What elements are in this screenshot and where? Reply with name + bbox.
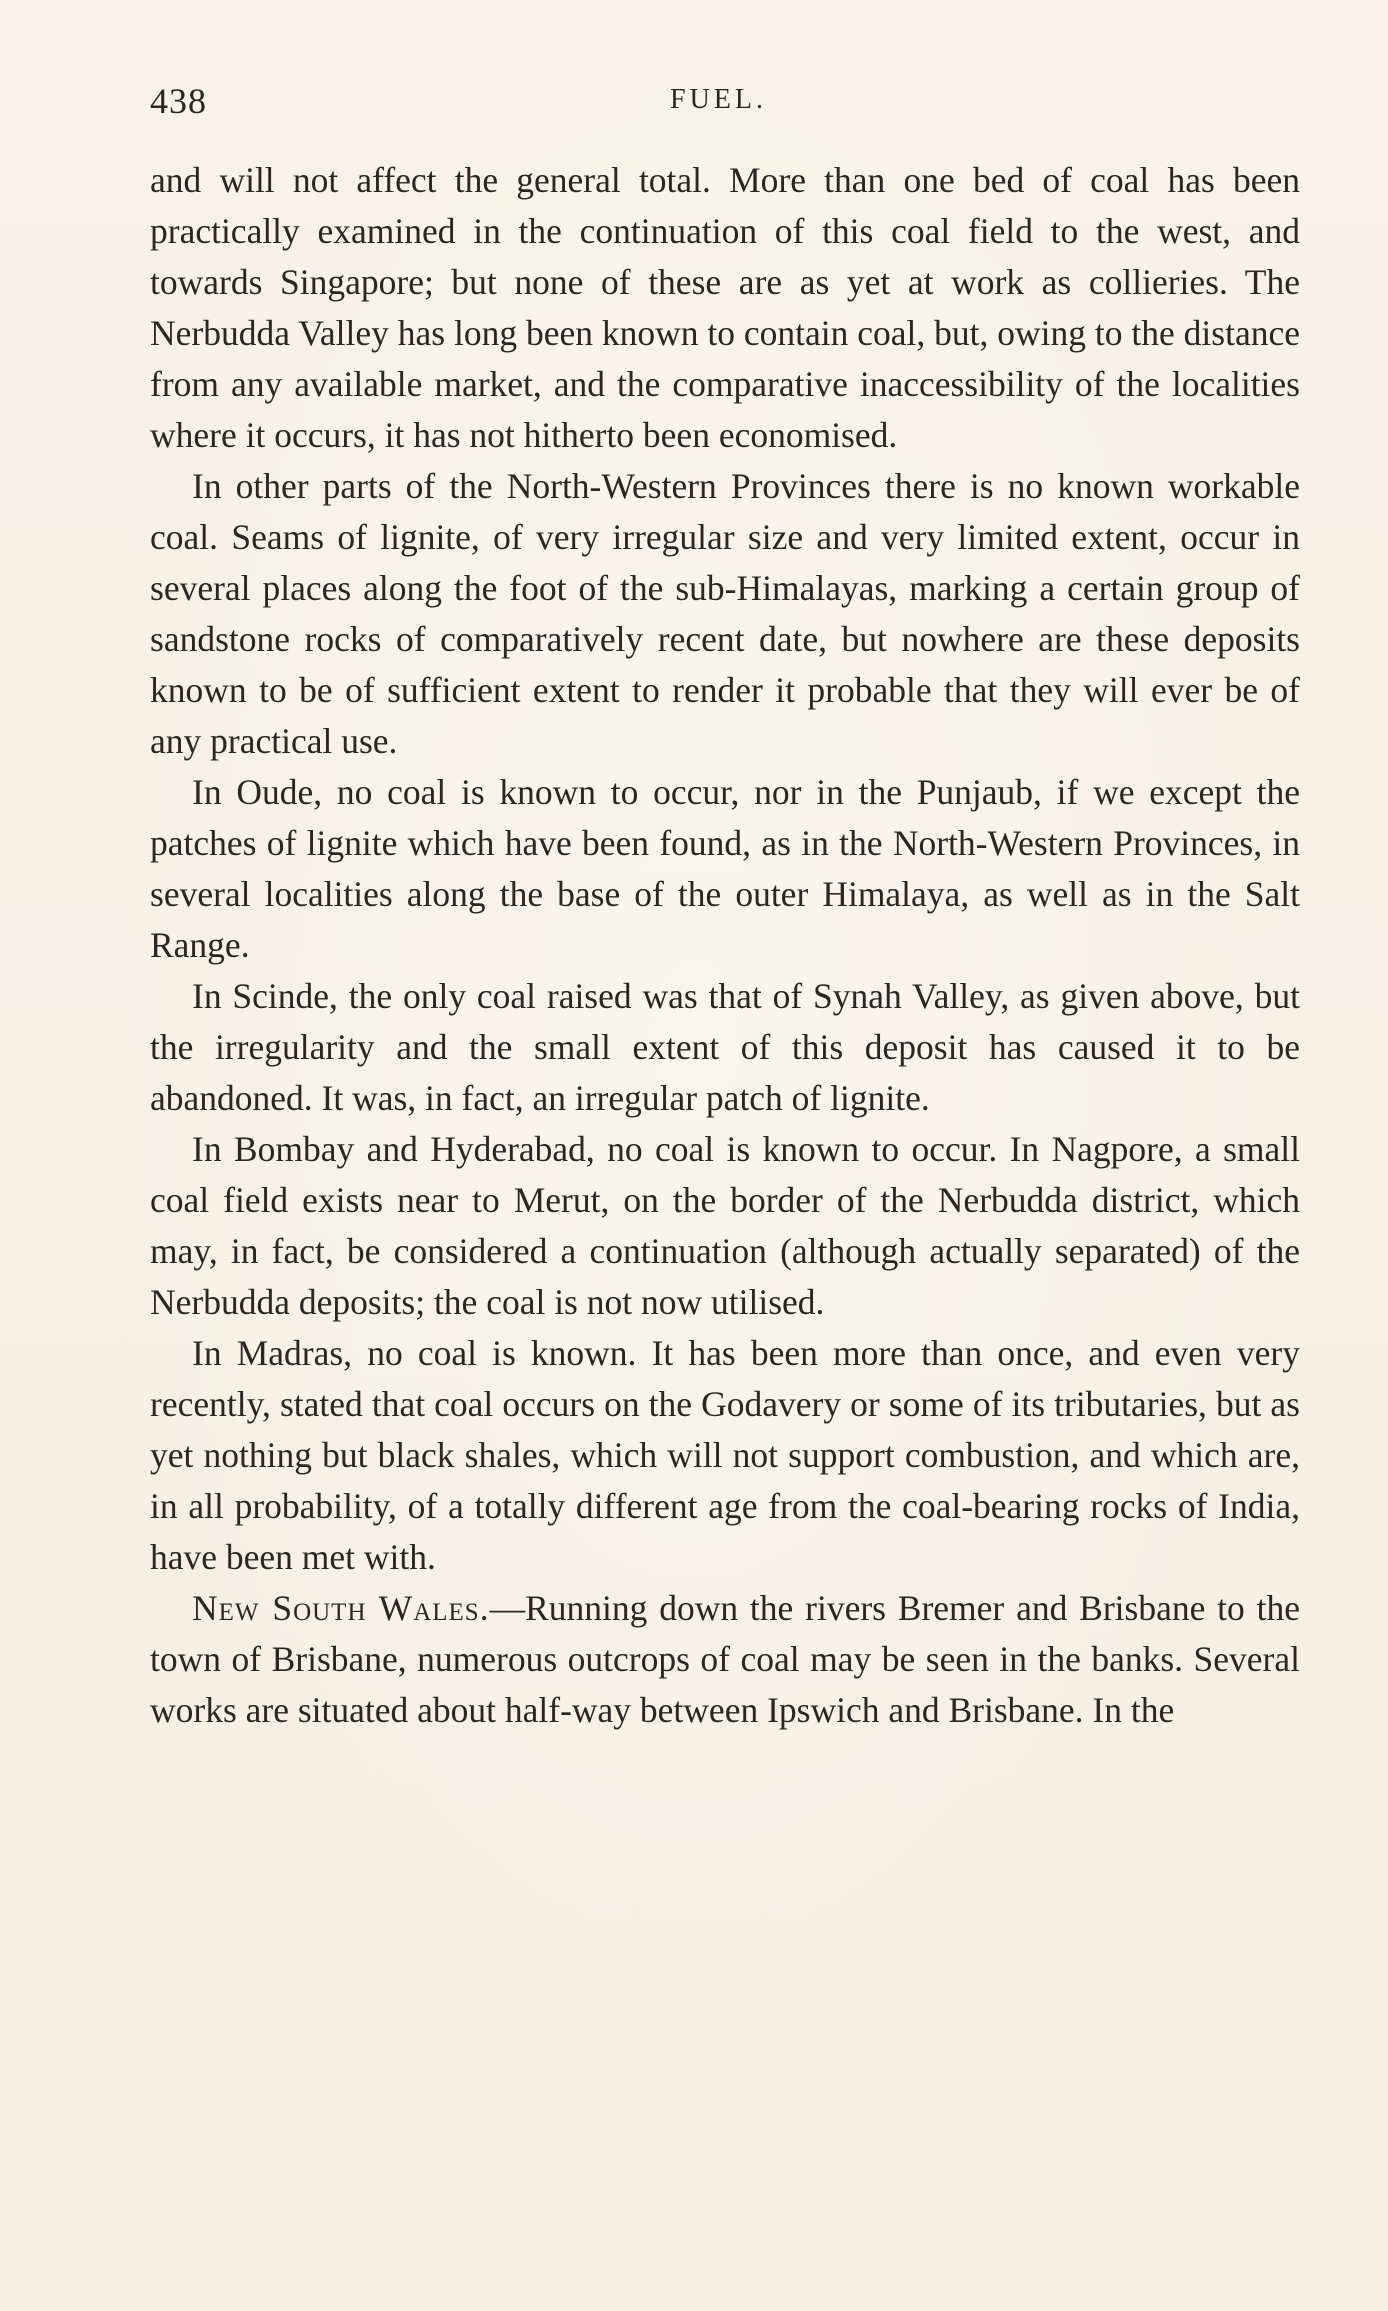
running-head: FUEL.	[670, 84, 767, 115]
body-text	[150, 155, 1300, 1736]
paragraph: In Bombay and Hyderabad, no coal is known to occur. In Nagpore, a small coal field exists near to Merut, on the border of the Nerbudda district, which may, in fact, be considered a continuation (although actually separated) of the Nerbudda deposits; the coal is not now utilised.	[150, 1129, 1300, 1322]
paragraph: In Oude, no coal is known to occur, nor in the Punjaub, if we except the patches of lignite which have been found, as in the North-Western Provinces, in several localities along the base of the outer Himalaya, as well as in the Salt Range.	[150, 772, 1300, 965]
paragraph: In other parts of the North-Western Provinces there is no known workable coal. Seams of lignite, of very irregular size and very limited extent, occur in several places along the foot of the sub-Himalayas, marking a certain group of sandstone rocks of comparatively recent date, but nowhere are these deposits known to be of sufficient extent to render it probable that they will ever be of any practical use.	[150, 466, 1300, 761]
paragraph: and will not affect the general total. More than one bed of coal has been practically examined in the continuation of this coal field to the west, and towards Singapore; but none of these are as yet at work as collieries. The Nerbudda Valley has long been known to contain coal, but, owing to the distance from any available market, and the comparative inaccessibility of the localities where it occurs, it has not hitherto been economised.	[150, 160, 1300, 455]
final-paragraph	[150, 1583, 1300, 1736]
paragraph: In Scinde, the only coal raised was that of Synah Valley, as given above, but the irregularity and the small extent of this deposit has caused it to be abandoned. It was, in fact, an irregular patch of lignite.	[150, 976, 1300, 1118]
page-header	[150, 80, 1310, 130]
section-heading: New South Wales.	[192, 1588, 490, 1628]
paragraph: In Madras, no coal is known. It has been more than once, and even very recently, stated that coal occurs on the Godavery or some of its tributaries, but as yet nothing but black shales, which will not support combustion, and which are, in all probability, of a totally different age from the coal-bearing rocks of India, have been met with.	[150, 1333, 1300, 1577]
page-number: 438	[150, 81, 207, 121]
final-paragraph-text: —Running down the rivers Bremer and Brisbane to the town of Brisbane, numerous outcrops of coal may be seen in the banks. Several works are situated about half-way between Ipswich and Brisbane. In the	[150, 1588, 1300, 1730]
